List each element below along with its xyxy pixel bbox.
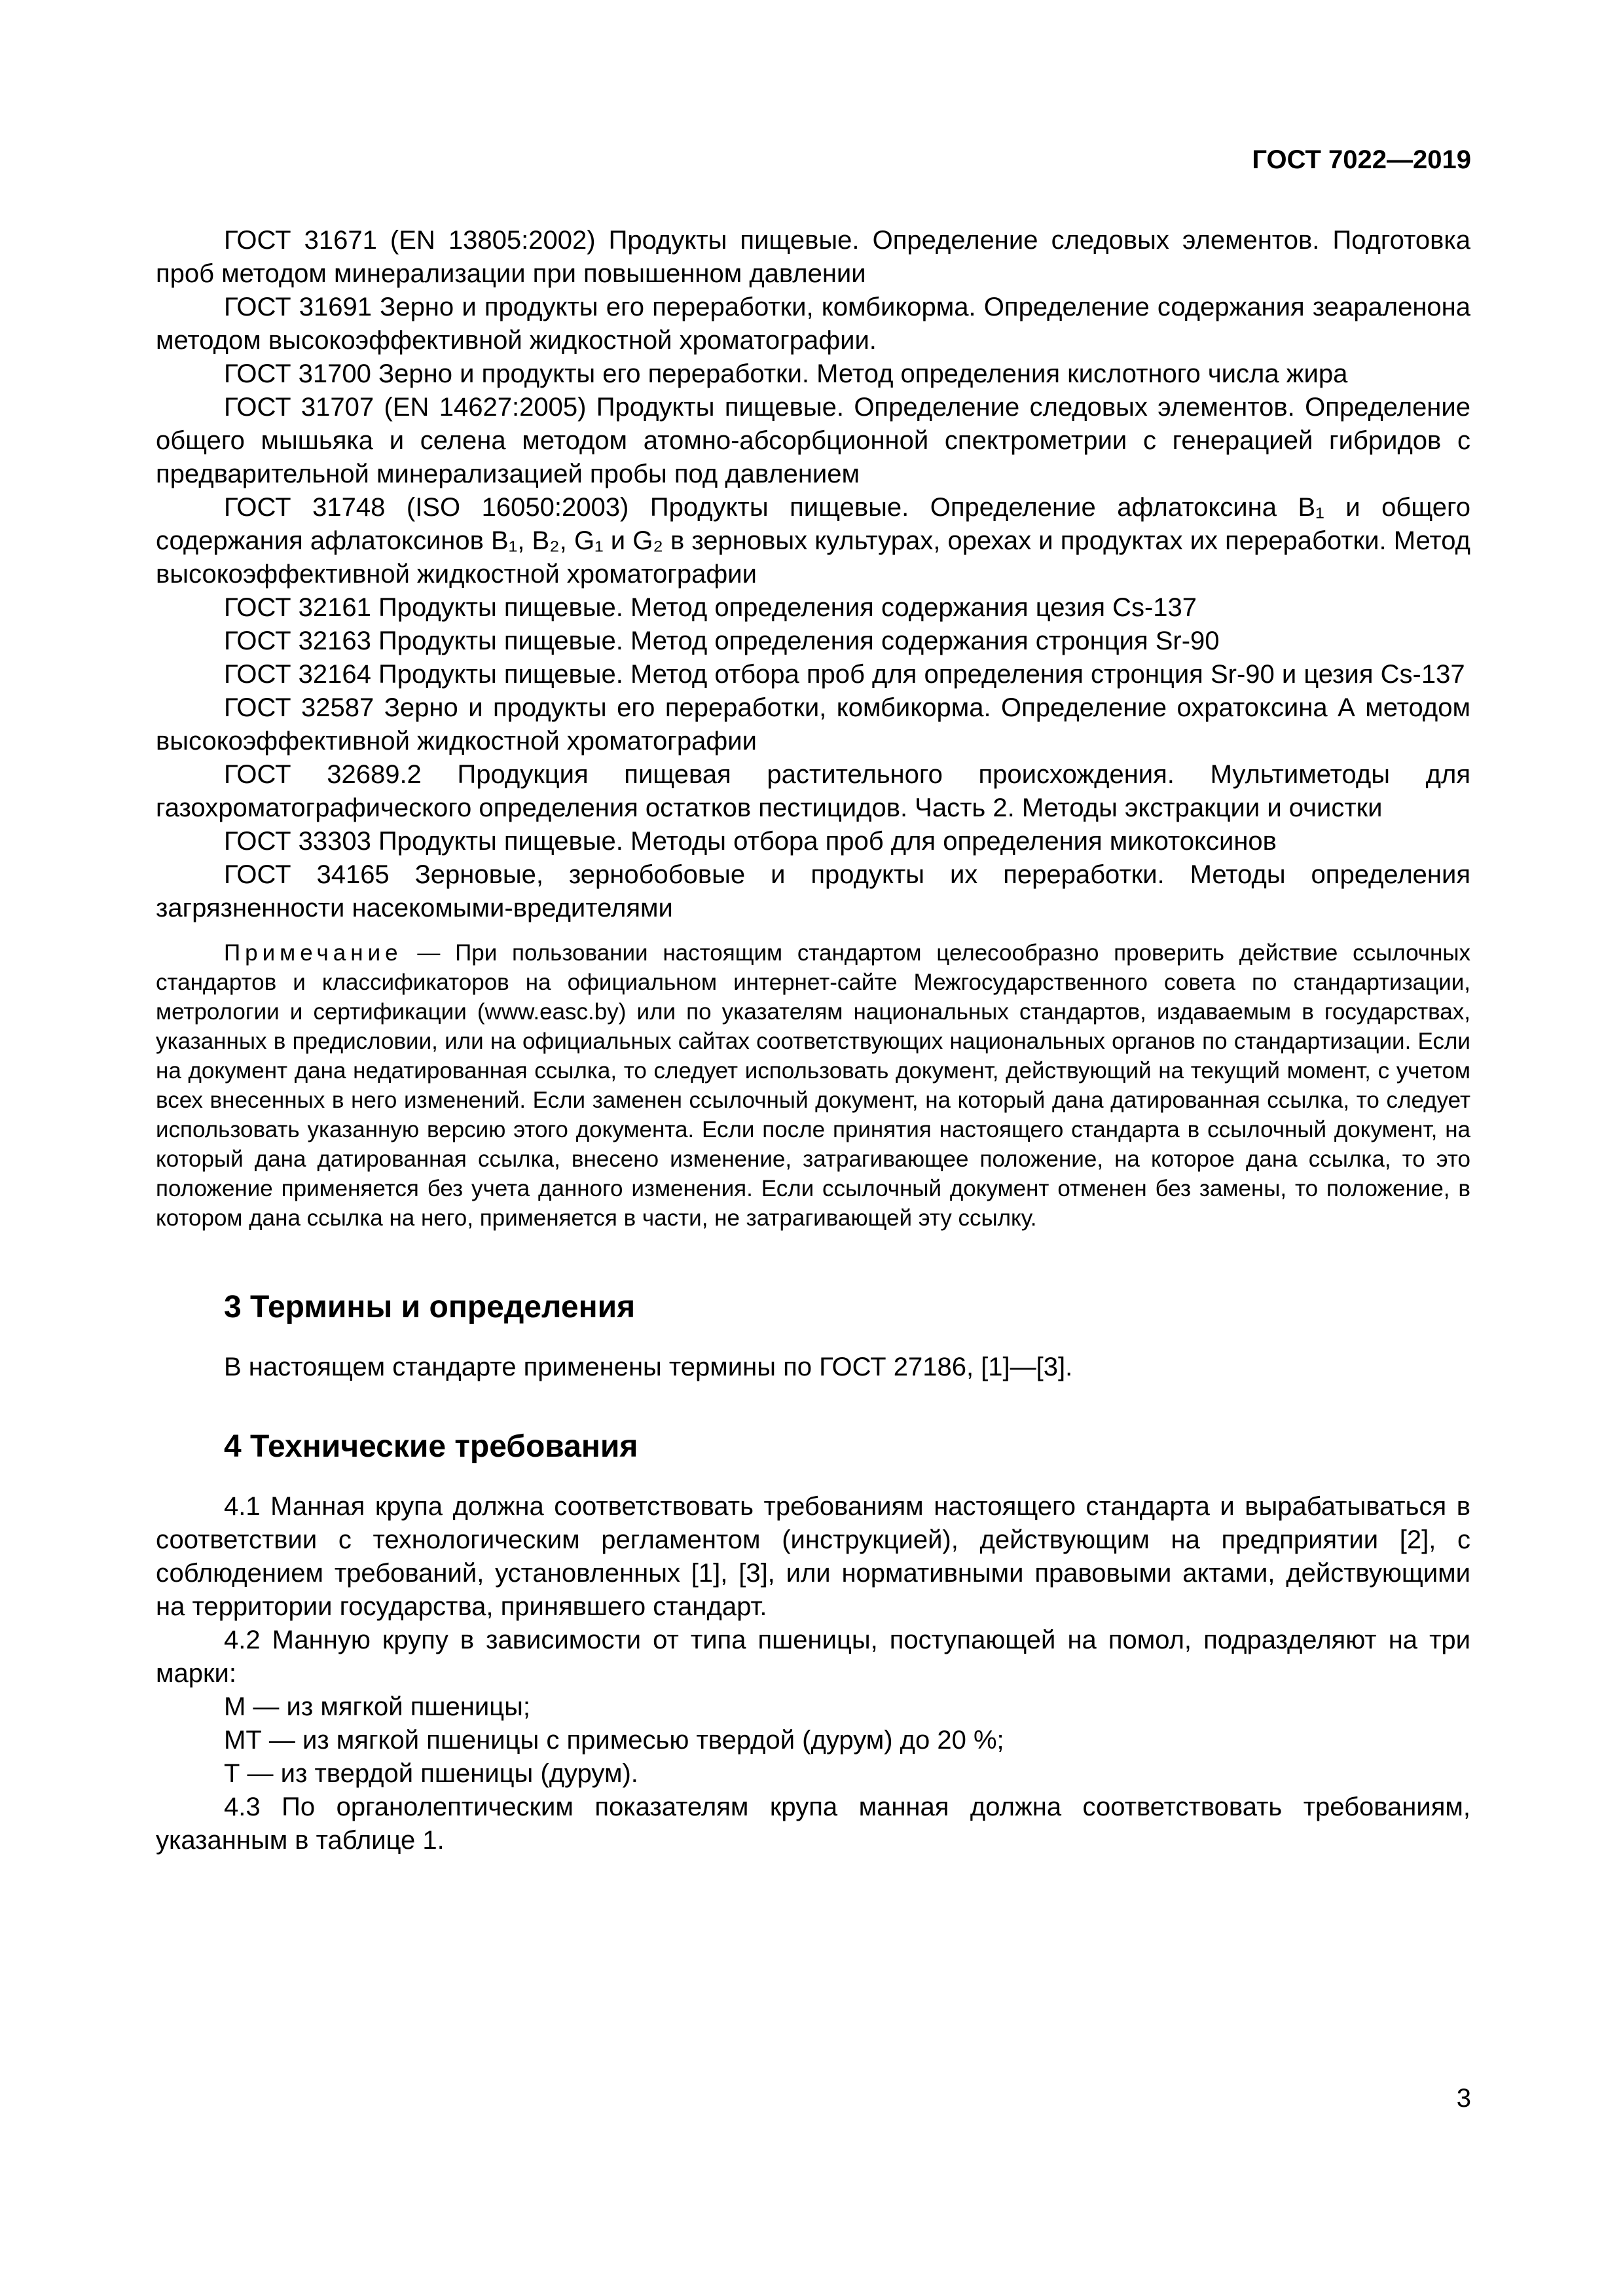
grade-mt: МТ — из мягкой пшеницы с примесью твердой (дурум) до 20 %; [224, 1726, 1004, 1755]
reference-item: ГОСТ 32164 Продукты пищевые. Метод отбора проб для определения стронция Sr-90 и цезия Cs-137 [224, 660, 1465, 689]
normative-references-list [156, 224, 1470, 925]
reference-item: ГОСТ 31671 (EN 13805:2002) Продукты пищевые. Определение следовых элементов. Подготовка проб методом минерализации при повышенном давлении [156, 226, 1470, 288]
reference-item: ГОСТ 33303 Продукты пищевые. Методы отбора проб для определения микотоксинов [224, 827, 1277, 856]
page-content [156, 224, 1470, 1857]
section-3-text: В настоящем стандарте применены термины по ГОСТ 27186, [1]—[3]. [224, 1353, 1073, 1381]
reference-item: ГОСТ 34165 Зерновые, зернобобовые и продукты их переработки. Методы определения загрязненности насекомыми-вредителями [156, 860, 1470, 922]
reference-item: ГОСТ 31748 (ISO 16050:2003) Продукты пищевые. Определение афлатоксина B₁ и общего содержания афлатоксинов B₁, B₂, G₁ и G₂ в зерновых культурах, орехах и продуктах их переработки. Метод высокоэффективной жидкостной хроматографии [156, 493, 1470, 589]
reference-item: ГОСТ 32689.2 Продукция пищевая растительного происхождения. Мультиметоды для газохроматографического определения остатков пестицидов. Часть 2. Методы экстракции и очистки [156, 760, 1470, 822]
page-number: 3 [1456, 2084, 1471, 2113]
note-text: — При пользовании настоящим стандартом целесообразно проверить действие ссылочных стандартов и классификаторов на официальном интернет-сайте Межгосударственного совета по стандартизации, метрологии и сертификации (www.easc.by) или по указателям национальных стандартов, издаваемым в государствах, указанных в предисловии, или на официальных сайтах соответствующих национальных органов по стандартизации. Если на документ дана недатированная ссылка, то следует использовать документ, действующий на текущий момент, с учетом всех внесенных в него изменений. Если заменен ссылочный документ, на который дана датированная ссылка, то следует использовать указанную версию этого документа. Если после принятия настоящего стандарта в ссылочный документ, на который дана датированная ссылка, внесено изменение, затрагивающее положение, на которое дана ссылка, то это положение применяется без учета данного изменения. Если ссылочный документ отменен без замены, то положение, в котором дана ссылка на него, применяется в части, не затрагивающей эту ссылку. [156, 940, 1470, 1231]
reference-item: ГОСТ 32163 Продукты пищевые. Метод определения содержания стронция Sr-90 [224, 627, 1220, 655]
note-label: Примечание [224, 940, 403, 966]
reference-item: ГОСТ 32587 Зерно и продукты его переработки, комбикорма. Определение охратоксина А методом высокоэффективной жидкостной хроматографии [156, 693, 1470, 756]
reference-item: ГОСТ 32161 Продукты пищевые. Метод определения содержания цезия Cs-137 [224, 593, 1197, 622]
grade-t: Т — из твердой пшеницы (дурум). [224, 1759, 638, 1788]
reference-note [156, 938, 1470, 1233]
reference-item: ГОСТ 31707 (EN 14627:2005) Продукты пищевые. Определение следовых элементов. Определение общего мышьяка и селена методом атомно-абсорбционной спектрометрии с генерацией гибридов с предварительной минерализацией пробы под давлением [156, 393, 1470, 488]
grade-m: М — из мягкой пшеницы; [224, 1692, 530, 1721]
section-4-heading: 4 Технические требования [224, 1429, 638, 1464]
reference-item: ГОСТ 31700 Зерно и продукты его переработки. Метод определения кислотного числа жира [224, 359, 1348, 388]
clause-4-1: 4.1 Манная крупа должна соответствовать требованиям настоящего стандарта и вырабатываться в соответствии с технологическим регламентом (инструкцией), действующим на предприятии [2], с соблюдением требований, установленных [1], [3], или нормативными правовыми актами, действующими на территории государства, принявшего стандарт. [156, 1492, 1470, 1621]
clause-4-3: 4.3 По органолептическим показателям крупа манная должна соответствовать требованиям, указанным в таблице 1. [156, 1793, 1470, 1855]
section-4-body [156, 1490, 1470, 1857]
section-3-heading: 3 Термины и определения [224, 1290, 636, 1324]
document-code: ГОСТ 7022—2019 [1252, 145, 1471, 174]
clause-4-2: 4.2 Манную крупу в зависимости от типа пшеницы, поступающей на помол, подразделяют на три марки: [156, 1626, 1470, 1688]
reference-item: ГОСТ 31691 Зерно и продукты его переработки, комбикорма. Определение содержания зеараленона методом высокоэффективной жидкостной хроматографии. [156, 293, 1470, 355]
